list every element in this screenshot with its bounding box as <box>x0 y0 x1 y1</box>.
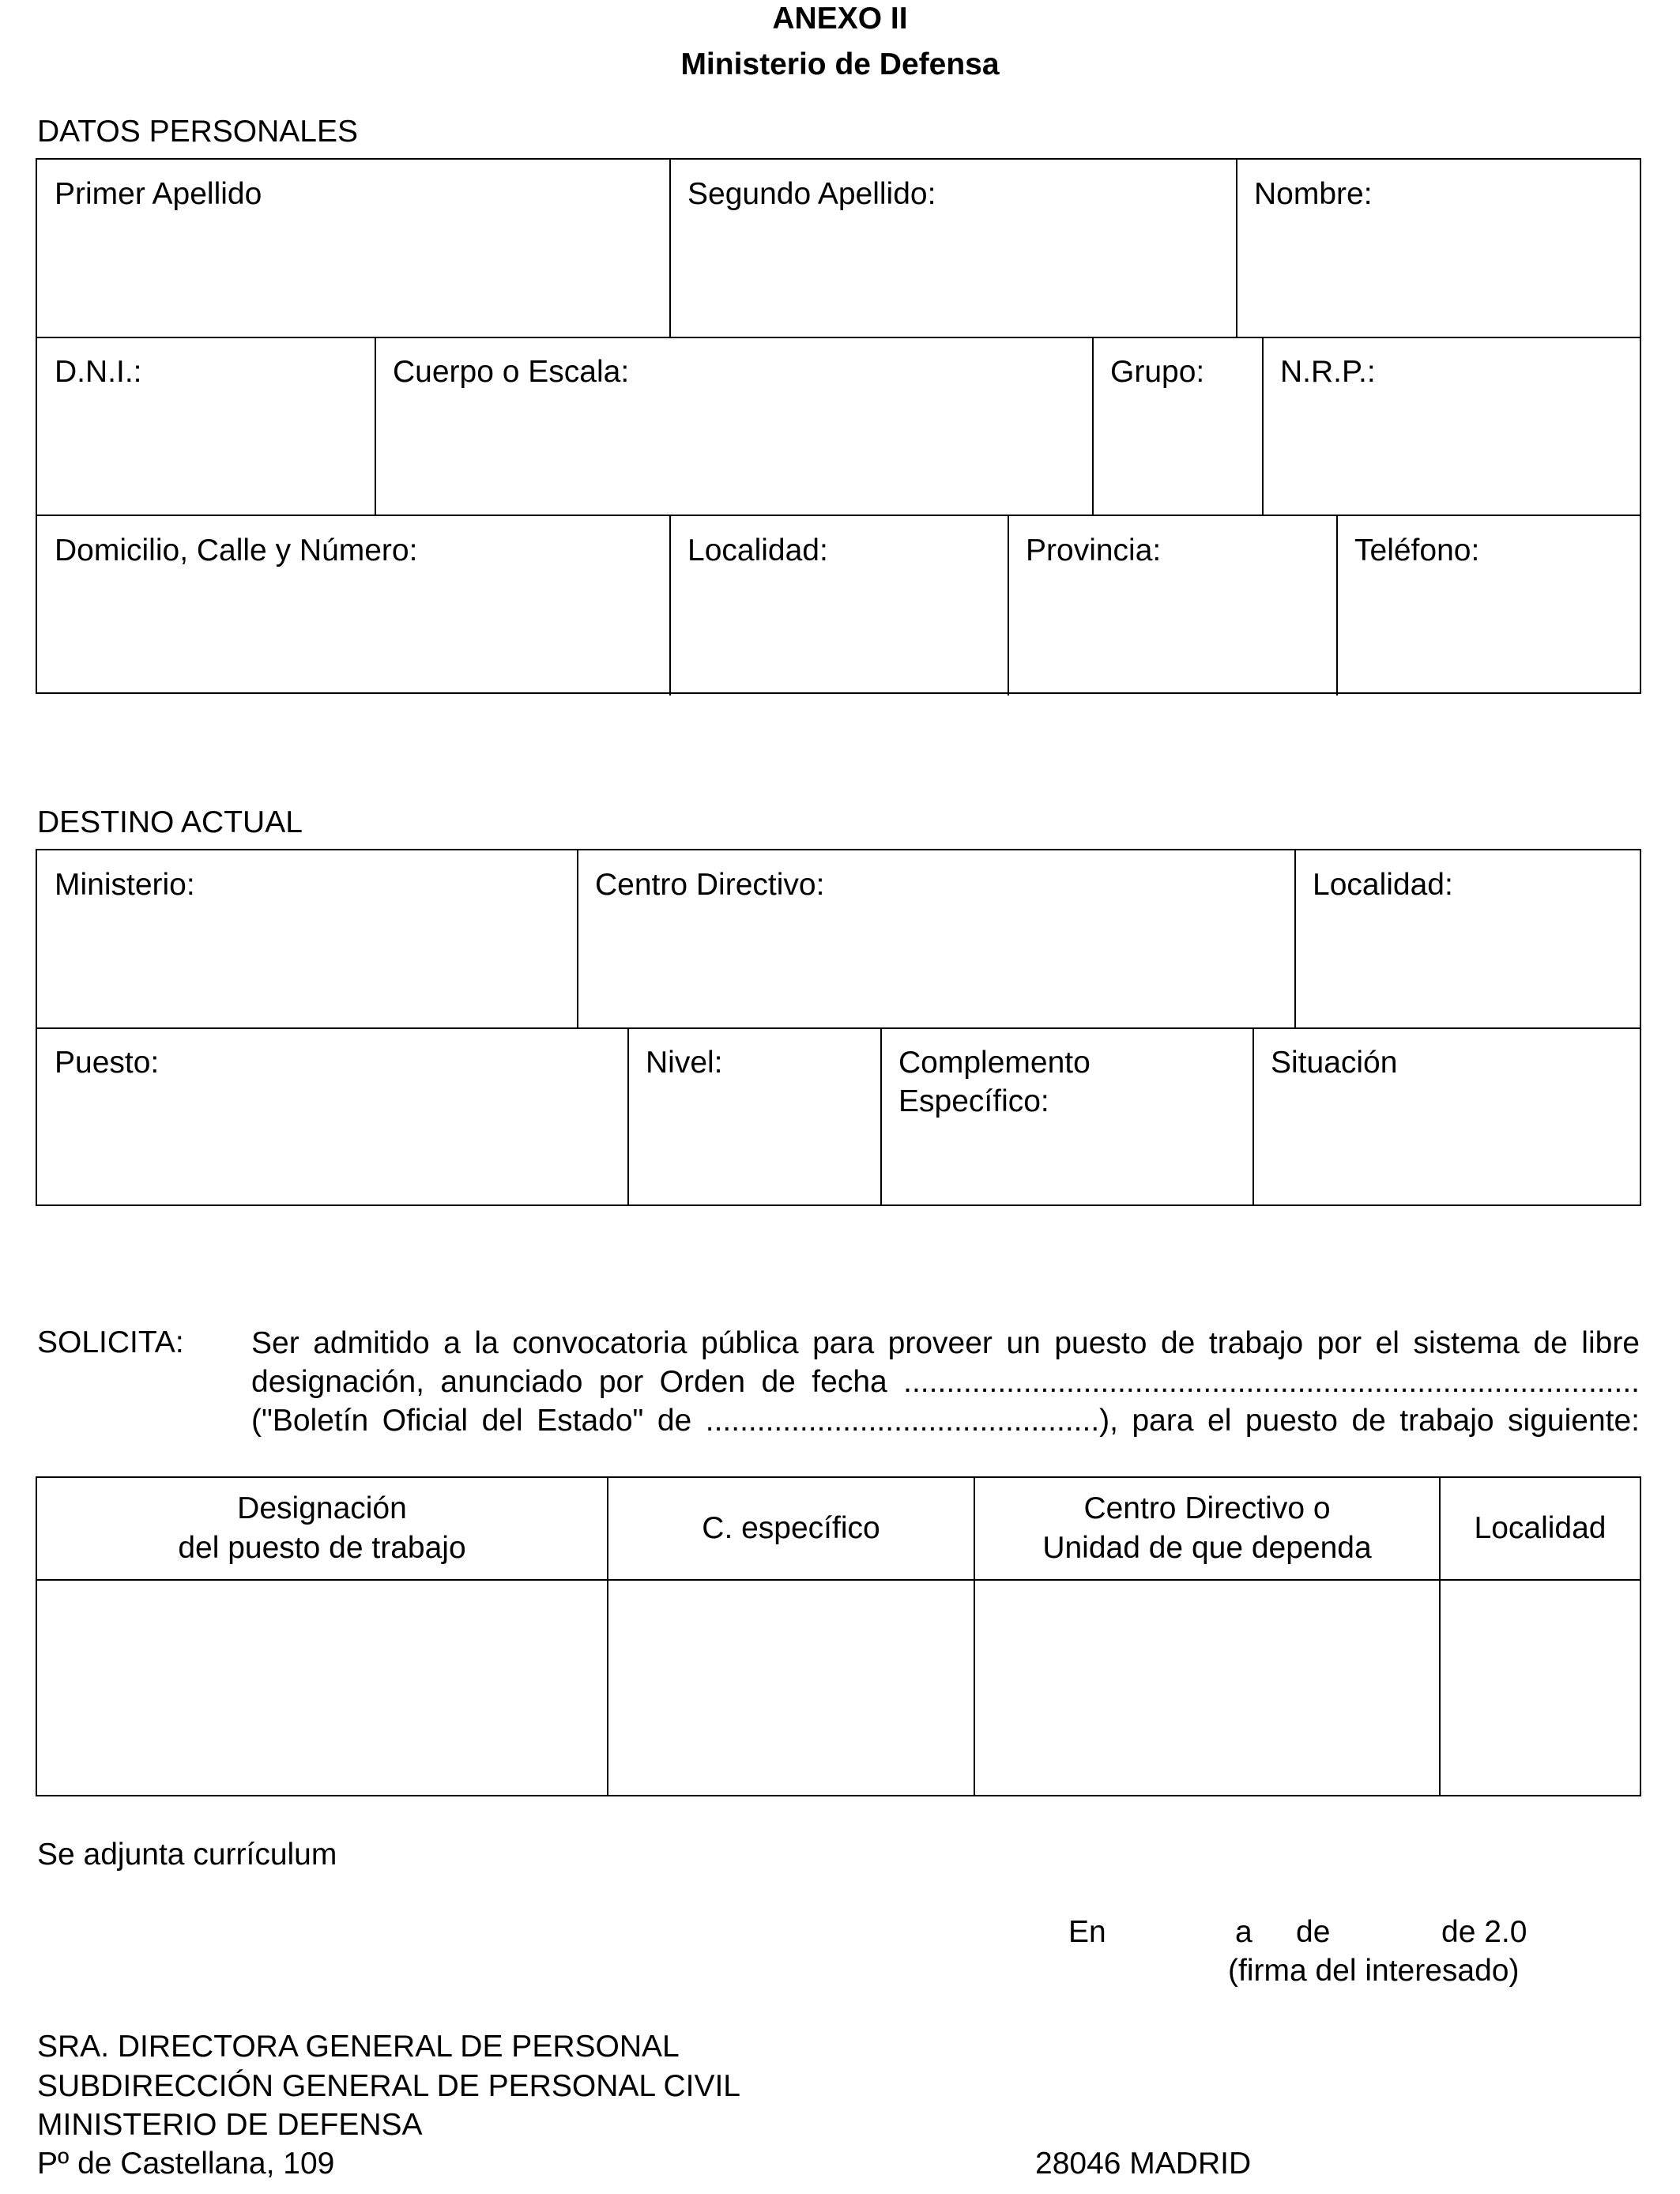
field-destino-localidad[interactable]: Localidad: <box>1313 868 1453 902</box>
firma-en: En <box>1068 1915 1106 1949</box>
header-c-especifico <box>608 1478 974 1579</box>
firma-de: de <box>1296 1915 1331 1949</box>
header-line: Designación <box>237 1491 407 1526</box>
col-divider <box>1336 515 1338 696</box>
complemento-line-1: Complemento <box>898 1046 1090 1080</box>
header-line: del puesto de trabajo <box>178 1531 466 1565</box>
cell-c-especifico-input[interactable] <box>608 1581 974 1795</box>
puesto-table <box>36 1476 1641 1796</box>
field-nivel[interactable]: Nivel: <box>646 1046 723 1080</box>
ministry-title: Ministerio de Defensa <box>680 47 1000 81</box>
destinatario-city: 28046 MADRID <box>1035 2147 1252 2181</box>
field-localidad[interactable]: Localidad: <box>687 533 828 567</box>
field-telefono[interactable]: Teléfono: <box>1354 533 1480 567</box>
solicita-line-1: Ser admitido a la convocatoria pública para proveer un puesto de trabajo por el sistema de libre <box>251 1326 1640 1360</box>
field-primer-apellido[interactable]: Primer Apellido <box>55 177 262 211</box>
section-title-destino-actual: DESTINO ACTUAL <box>37 805 303 839</box>
col-divider <box>1008 515 1009 696</box>
cell-centro-directivo-input[interactable] <box>975 1581 1439 1795</box>
header-localidad <box>1441 1478 1640 1579</box>
col-divider <box>577 850 578 1027</box>
field-nrp[interactable]: N.R.P.: <box>1280 355 1376 389</box>
header-designacion <box>37 1478 607 1579</box>
field-situacion[interactable]: Situación <box>1271 1046 1398 1080</box>
col-divider <box>1092 337 1094 515</box>
annex-title: ANEXO II <box>772 2 908 36</box>
header-centro-directivo <box>975 1478 1439 1579</box>
field-segundo-apellido[interactable]: Segundo Apellido: <box>687 177 936 211</box>
col-divider <box>627 1027 629 1204</box>
destinatario-line-3: MINISTERIO DE DEFENSA <box>37 2108 423 2142</box>
field-puesto[interactable]: Puesto: <box>55 1046 160 1080</box>
col-divider <box>1252 1027 1254 1204</box>
header-line: C. específico <box>702 1511 880 1546</box>
firma-year: de 2.0 <box>1441 1915 1527 1949</box>
field-cuerpo-escala[interactable]: Cuerpo o Escala: <box>393 355 630 389</box>
cell-localidad-input[interactable] <box>1441 1581 1640 1795</box>
col-divider <box>375 337 376 515</box>
firma-a: a <box>1235 1915 1252 1949</box>
row-divider <box>37 1027 1640 1029</box>
field-nombre[interactable]: Nombre: <box>1254 177 1373 211</box>
datos-personales-table <box>36 158 1641 694</box>
destinatario-line-4: Pº de Castellana, 109 <box>37 2147 335 2181</box>
field-ministerio[interactable]: Ministerio: <box>55 868 195 902</box>
curriculum-note: Se adjunta currículum <box>37 1838 337 1872</box>
solicita-label: SOLICITA: <box>37 1325 184 1359</box>
field-centro-directivo[interactable]: Centro Directivo: <box>595 868 825 902</box>
destinatario-line-1: SRA. DIRECTORA GENERAL DE PERSONAL <box>37 2030 680 2064</box>
col-divider <box>1262 337 1264 515</box>
solicita-line-2: designación, anunciado por Orden de fecha ...................................................................................... <box>251 1365 1640 1399</box>
solicita-line-3: ("Boletín Oficial del Estado" de ..............................................), para el puesto de trabajo siguiente: <box>251 1404 1640 1438</box>
col-divider <box>1236 160 1237 337</box>
complemento-line-2: Específico: <box>898 1084 1049 1118</box>
header-line: Centro Directivo o <box>1083 1491 1331 1526</box>
header-line: Unidad de que dependa <box>1042 1531 1372 1565</box>
destino-actual-table <box>36 849 1641 1206</box>
field-complemento-especifico[interactable] <box>898 1044 1090 1122</box>
field-domicilio[interactable]: Domicilio, Calle y Número: <box>55 533 418 567</box>
cell-designacion-input[interactable] <box>37 1581 607 1795</box>
col-divider <box>669 160 671 337</box>
row-divider <box>37 337 1640 338</box>
field-grupo[interactable]: Grupo: <box>1110 355 1205 389</box>
section-title-datos-personales: DATOS PERSONALES <box>37 115 359 149</box>
field-dni[interactable]: D.N.I.: <box>55 355 142 389</box>
col-divider <box>1294 850 1296 1027</box>
header-line: Localidad <box>1474 1511 1607 1546</box>
destinatario-line-2: SUBDIRECCIÓN GENERAL DE PERSONAL CIVIL <box>37 2069 740 2103</box>
row-divider <box>37 515 1640 516</box>
field-provincia[interactable]: Provincia: <box>1026 533 1162 567</box>
firma-note: (firma del interesado) <box>1228 1954 1520 1988</box>
col-divider <box>669 515 671 696</box>
col-divider <box>880 1027 882 1204</box>
